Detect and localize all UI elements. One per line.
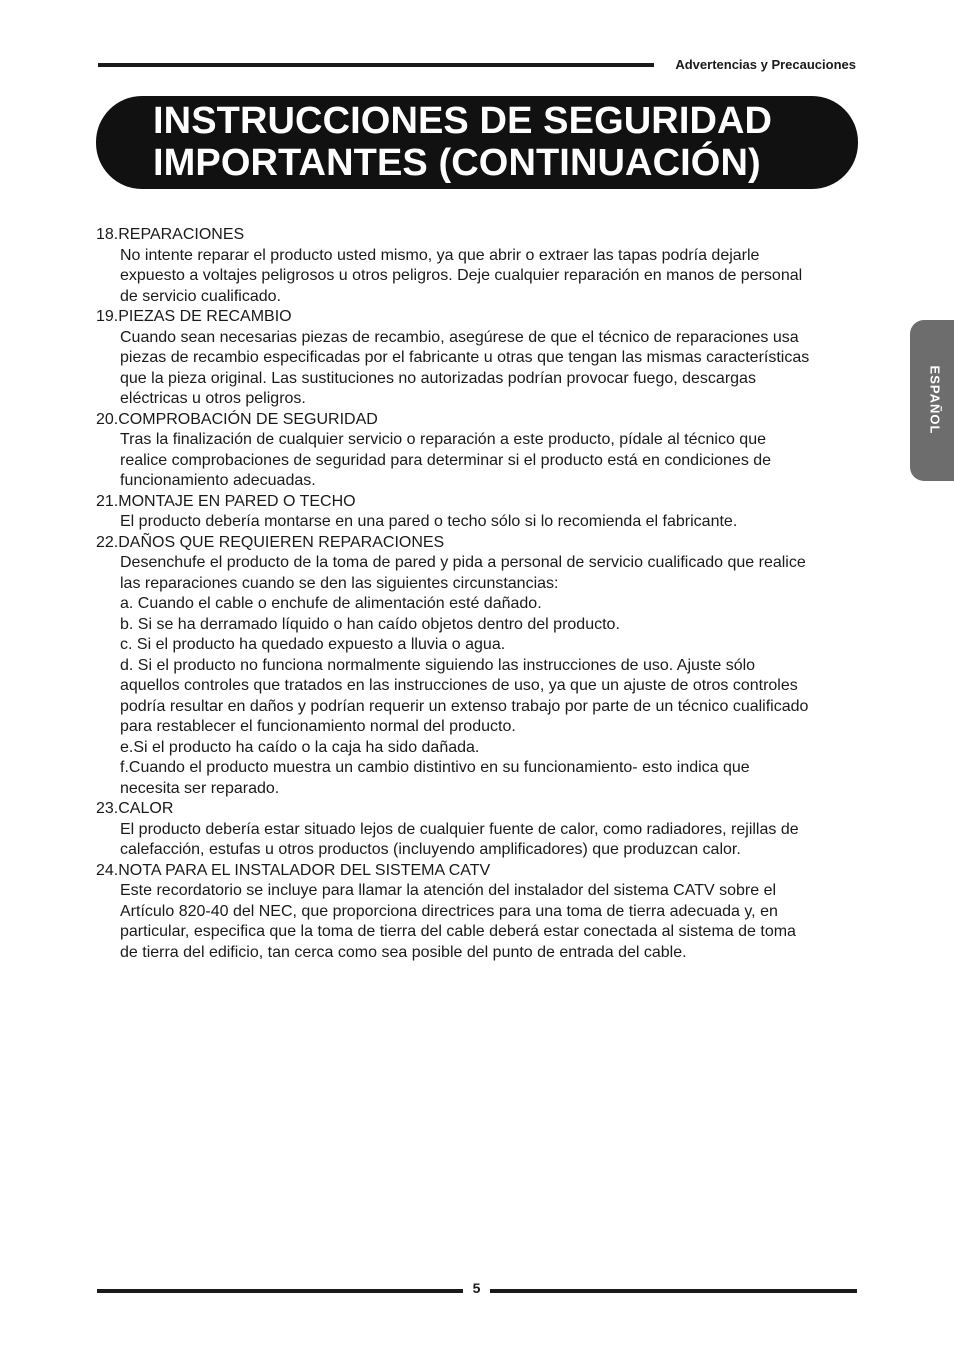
page-number: 5 <box>472 1280 481 1296</box>
instruction-text-line: Tras la finalización de cualquier servicio o reparación a este producto, pídale al técnico que <box>120 431 766 448</box>
instruction-text-line: Artículo 820-40 del NEC, que proporciona directrices para una toma de tierra adecuada y, en <box>120 902 778 920</box>
instruction-text-line: e.Si el producto ha caído o la caja ha sido dañada. <box>120 738 480 756</box>
title-banner <box>96 96 858 189</box>
title-line-1: INSTRUCCIONES DE SEGURIDAD <box>153 100 773 142</box>
instruction-text-line: las reparaciones cuando se den las siguientes circunstancias: <box>120 574 559 592</box>
instruction-text-line: Desenchufe el producto de la toma de pared y pida a personal de servicio cualificado que realice <box>120 554 806 571</box>
instruction-text-line: b. Si se ha derramado líquido o han caído objetos dentro del producto. <box>120 615 620 633</box>
section-title: Advertencias y Precauciones <box>675 57 856 72</box>
instruction-heading: 23.CALOR <box>96 800 174 817</box>
instruction-body <box>96 328 864 410</box>
instruction-text-line: piezas de recambio especificadas por el fabricante u otras que tengan las mismas características <box>120 349 810 366</box>
footer-rule-right <box>490 1289 857 1293</box>
instruction-item <box>96 225 864 307</box>
instruction-text-line: a. Cuando el cable o enchufe de alimentación esté dañado. <box>120 595 542 612</box>
instruction-text-line: particular, especifica que la toma de tierra del cable deberá estar conectada al sistema de toma <box>120 923 796 940</box>
instructions-list <box>96 225 864 963</box>
instruction-item <box>96 861 864 964</box>
instruction-text-line: para restablecer el funcionamiento normal del producto. <box>120 718 516 735</box>
instruction-item <box>96 410 864 492</box>
instruction-text-line: d. Si el producto no funciona normalmente siguiendo las instrucciones de uso. Ajuste sólo <box>120 656 756 674</box>
instruction-body <box>96 881 864 963</box>
instruction-text-line: funcionamiento adecuadas. <box>120 472 316 489</box>
footer-rule-left <box>97 1289 463 1293</box>
instruction-text-line: necesita ser reparado. <box>120 779 280 797</box>
instruction-item <box>96 307 864 410</box>
instruction-text-line: realice comprobaciones de seguridad para determinar si el producto está en condiciones de <box>120 451 772 469</box>
instruction-heading: 24.NOTA PARA EL INSTALADOR DEL SISTEMA CATV <box>96 861 491 879</box>
instruction-text-line: Cuando sean necesarias piezas de recambio, asegúrese de que el técnico de reparaciones usa <box>120 328 799 346</box>
instruction-text-line: podría resultar en daños y podrían requerir un extenso trabajo por parte de un técnico cualificado <box>120 697 809 715</box>
instruction-text-line: f.Cuando el producto muestra un cambio distintivo en su funcionamiento- esto indica que <box>120 759 750 776</box>
instruction-text-line: que la pieza original. Las sustituciones no autorizadas podrían provocar fuego, descargas <box>120 369 756 387</box>
instruction-text-line: aquellos controles que tratados en las instrucciones de uso, ya que un ajuste de otros controles <box>120 677 798 694</box>
language-tab <box>910 320 954 481</box>
instruction-body <box>96 512 864 533</box>
instruction-body <box>96 820 864 861</box>
instruction-text-line: eléctricas u otros peligros. <box>120 390 306 407</box>
title-line-2: IMPORTANTES (CONTINUACIÓN) <box>153 142 761 184</box>
instruction-heading: 21.MONTAJE EN PARED O TECHO <box>96 492 356 510</box>
language-tab-label: ESPAÑOL <box>927 365 943 435</box>
instruction-body <box>96 553 864 799</box>
instruction-item <box>96 533 864 800</box>
instruction-text-line: El producto debería estar situado lejos de cualquier fuente de calor, como radiadores, rejillas de <box>120 820 799 838</box>
instruction-text-line: Este recordatorio se incluye para llamar la atención del instalador del sistema CATV sobre el <box>120 882 777 899</box>
instruction-text-line: No intente reparar el producto usted mismo, ya que abrir o extraer las tapas podría dejarle <box>120 246 760 264</box>
instruction-text-line: calefacción, estufas u otros productos (incluyendo amplificadores) que produzcan calor. <box>120 841 741 858</box>
page-title <box>153 100 858 184</box>
instruction-body <box>96 430 864 492</box>
instruction-body <box>96 246 864 308</box>
instruction-text-line: c. Si el producto ha quedado expuesto a lluvia o agua. <box>120 636 506 653</box>
header-rule <box>98 63 654 67</box>
instruction-heading: 20.COMPROBACIÓN DE SEGURIDAD <box>96 410 378 428</box>
instruction-text-line: expuesto a voltajes peligrosos u otros peligros. Deje cualquier reparación en manos de personal <box>120 267 803 284</box>
instruction-heading: 22.DAÑOS QUE REQUIEREN REPARACIONES <box>96 533 445 551</box>
instruction-heading: 18.REPARACIONES <box>96 226 245 243</box>
instruction-item <box>96 492 864 533</box>
instruction-heading: 19.PIEZAS DE RECAMBIO <box>96 308 292 325</box>
instruction-text-line: de tierra del edificio, tan cerca como sea posible del punto de entrada del cable. <box>120 943 687 961</box>
instruction-item <box>96 799 864 861</box>
instruction-text-line: El producto debería montarse en una pared o techo sólo si lo recomienda el fabricante. <box>120 513 738 530</box>
instruction-text-line: de servicio cualificado. <box>120 287 281 305</box>
